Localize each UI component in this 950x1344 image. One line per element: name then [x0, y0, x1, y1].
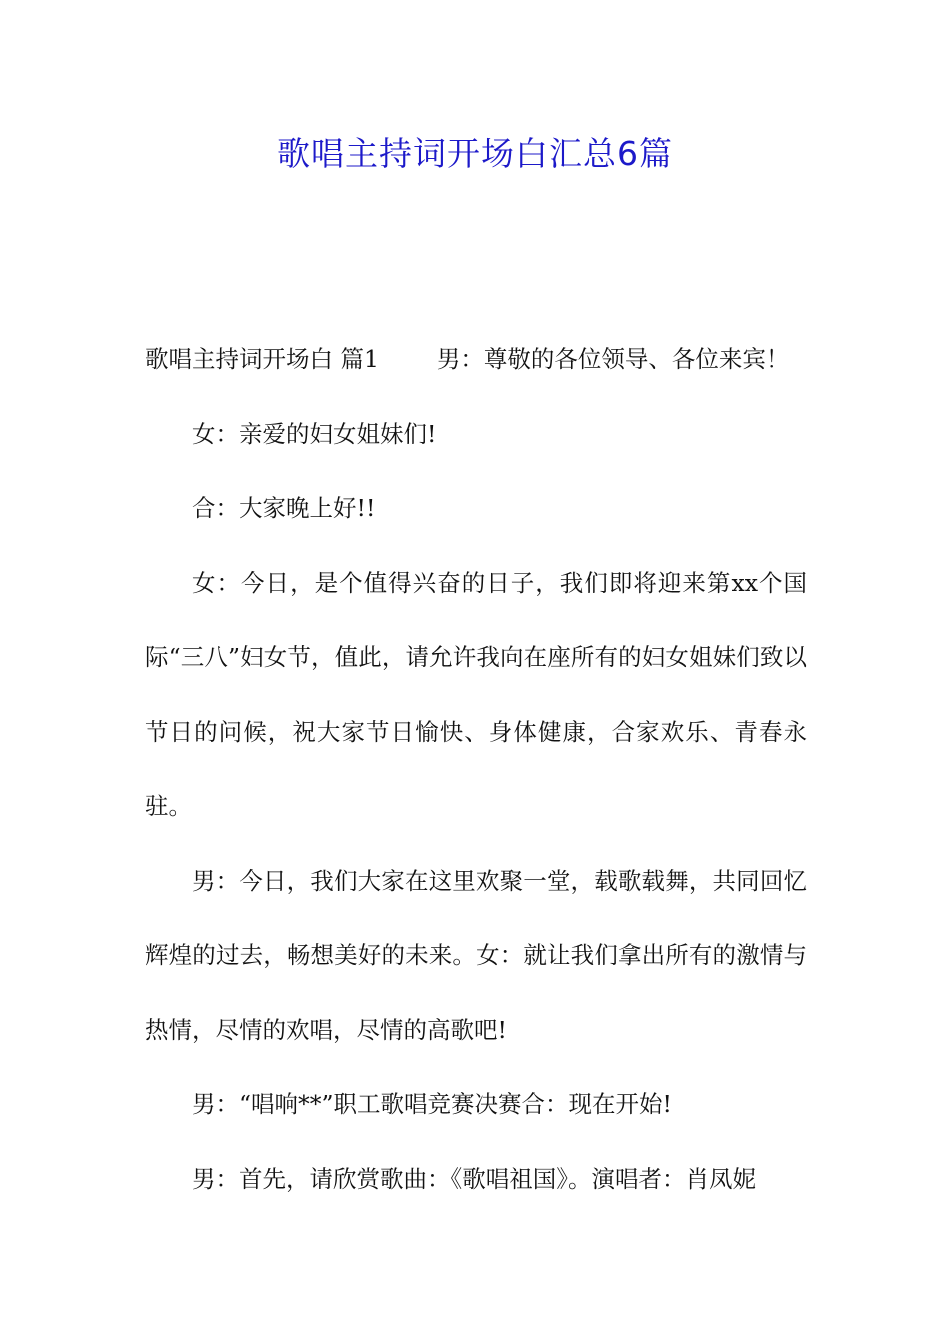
paragraph-4: 女：今日，是个值得兴奋的日子，我们即将迎来第xx个国际“三八”妇女节，值此，请允许我向在座所有的妇女姐妹们致以节日的问候，祝大家节日愉快、身体健康，合家欢乐、青春永驻。: [145, 568, 807, 820]
paragraph-6: 男：“唱响**”职工歌唱竞赛决赛合：现在开始!: [192, 1090, 672, 1118]
paragraph-3: 合：大家晚上好!!: [192, 494, 376, 522]
paragraph-1: [145, 322, 807, 397]
document-body: [145, 322, 807, 1216]
paragraph-5: 男：今日，我们大家在这里欢聚一堂，载歌载舞，共同回忆辉煌的过去，畅想美好的未来。女：就让我们拿出所有的激情与热情，尽情的欢唱，尽情的高歌吧!: [145, 866, 807, 1044]
document-title: 歌唱主持词开场白汇总6篇: [277, 134, 673, 173]
section-heading: 歌唱主持词开场白 篇1: [145, 345, 379, 373]
paragraph-2: 女：亲爱的妇女姐妹们!: [192, 419, 437, 448]
paragraph-7: 男：首先，请欣赏歌曲：《歌唱祖国》。演唱者：肖凤妮: [192, 1164, 756, 1193]
paragraph-text: 男：尊敬的各位领导、各位来宾！: [436, 345, 790, 373]
